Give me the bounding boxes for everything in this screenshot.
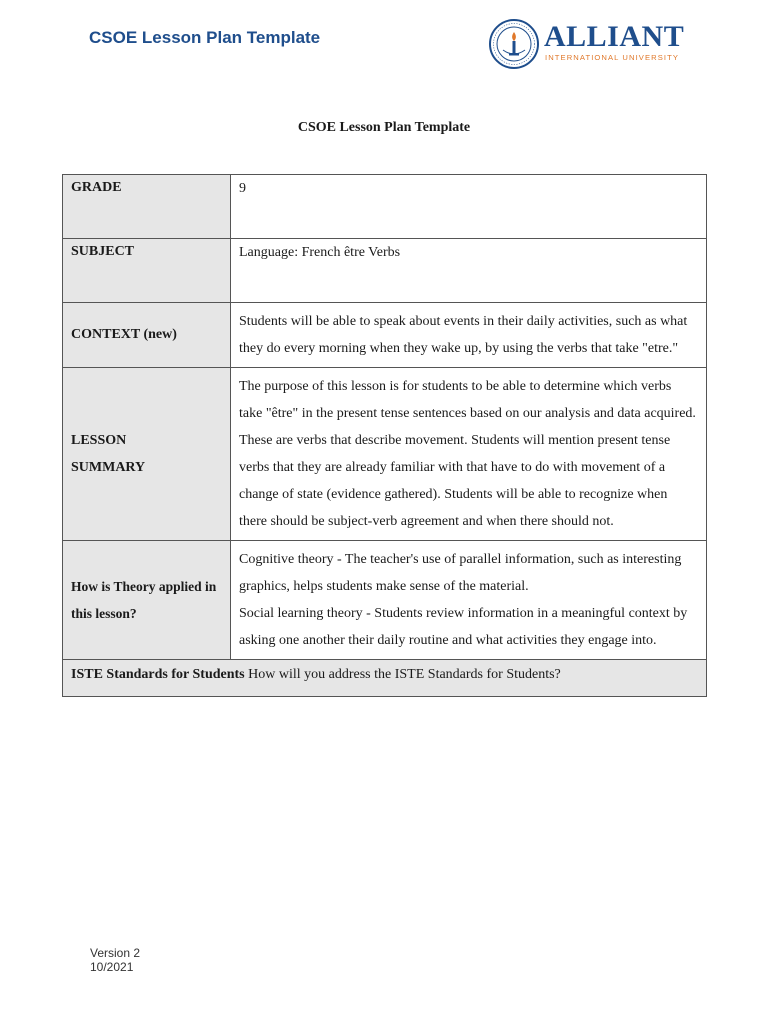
- logo-name: ALLIANT: [544, 20, 685, 53]
- table-row-theory: [63, 541, 707, 660]
- grade-label: GRADE: [63, 175, 231, 239]
- theory-label: How is Theory applied in this lesson?: [63, 541, 231, 660]
- footer-version: Version 2: [90, 946, 141, 960]
- summary-label-line2: SUMMARY: [71, 460, 146, 475]
- footer: [90, 946, 140, 974]
- context-value: Students will be able to speak about events in their daily activities, such as what they do every morning when they wake up, by using the verbs that take "etre.": [231, 303, 707, 368]
- subject-label: SUBJECT: [63, 239, 231, 303]
- summary-label: [63, 368, 231, 541]
- theory-value: [231, 541, 707, 660]
- table-row-iste: [63, 660, 707, 697]
- grade-value: 9: [231, 175, 707, 239]
- summary-value: The purpose of this lesson is for students to be able to determine which verbs take "être" in the present tense sentences based on our analysis and data acquired. These are verbs that describe movement. Students will mention present tense verbs that they are already familiar with that have to do with movement of a change of state (evidence gathered). Students will be able to recognize when there should be subject-verb agreement and when there should not.: [231, 368, 707, 541]
- iste-question: How will you address the ISTE Standards for Students?: [244, 667, 561, 682]
- theory-social: Social learning theory - Students review information in a meaningful context by asking one another their daily routine and what activities they engage into.: [239, 606, 688, 648]
- footer-date: 10/2021: [90, 960, 134, 974]
- iste-cell: [63, 660, 707, 697]
- table-row-context: [63, 303, 707, 368]
- subject-value: Language: French être Verbs: [231, 239, 707, 303]
- table-row-subject: [63, 239, 707, 303]
- header-title: CSOE Lesson Plan Template: [89, 28, 321, 47]
- table-row-grade: [63, 175, 707, 239]
- university-seal-icon: [488, 18, 540, 70]
- document-title: CSOE Lesson Plan Template: [297, 120, 471, 135]
- iste-label: ISTE Standards for Students: [71, 667, 245, 682]
- summary-label-line1: LESSON: [71, 433, 127, 448]
- alliant-logo: [488, 16, 688, 72]
- table-row-summary: [63, 368, 707, 541]
- context-label: CONTEXT (new): [63, 303, 231, 368]
- logo-subtitle: INTERNATIONAL UNIVERSITY: [545, 53, 679, 62]
- lesson-plan-table: [62, 174, 707, 697]
- theory-cognitive: Cognitive theory - The teacher's use of parallel information, such as interesting graphics, helps students make sense of the material.: [239, 552, 682, 594]
